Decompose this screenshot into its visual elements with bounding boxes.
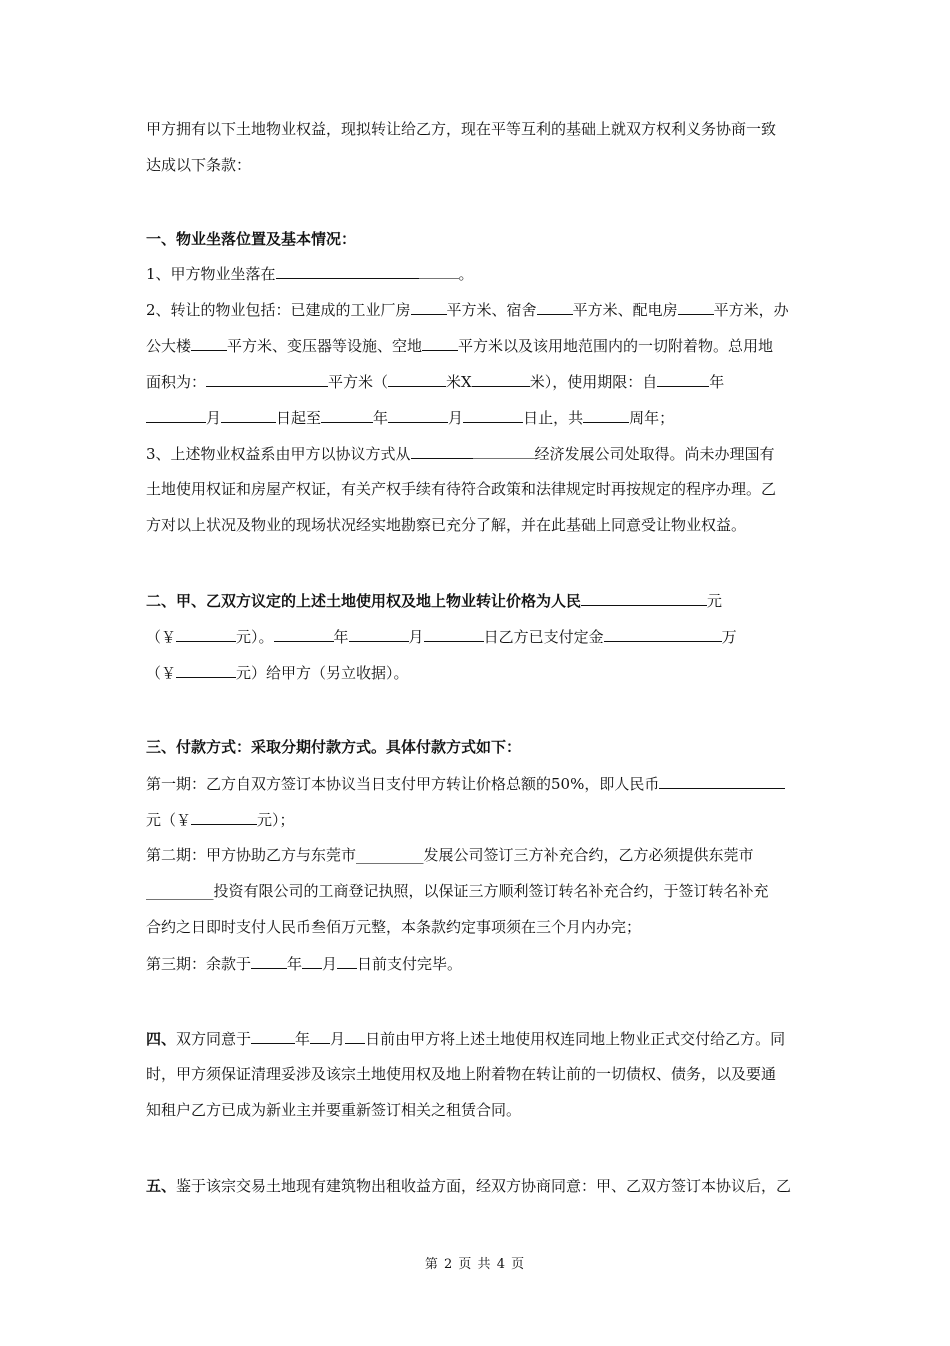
s1-item3-line1: 3、上述物业权益系由甲方以协议方式从 经济发展公司处取得。尚未办理国有: [146, 442, 775, 465]
section-3-heading: 三、付款方式：采取分期付款方式。具体付款方式如下：: [146, 738, 522, 756]
s1-item2-line2: 公大楼 平方米、变压器等设施、空地 平方米以及该用地范围内的一切附着物。总用地: [146, 334, 773, 357]
s1-item3-line2: 土地使用权证和房屋产权证，有关产权手续有待符合政策和法律规定时再按规定的程序办理。乙: [146, 480, 777, 498]
section-4-line2: 时，甲方须保证清理妥涉及该宗土地使用权及地上附着物在转让前的一切债权、债务，以及要通: [146, 1065, 777, 1083]
s1-item1: 1、甲方物业坐落在 。: [146, 262, 474, 285]
intro-line-1: 甲方拥有以下土地物业权益，现拟转让给乙方，现在平等互利的基础上就双方权利义务协商一致: [146, 120, 777, 138]
s3-period2-line1: 第二期：甲方协助乙方与东莞市_________发展公司签订三方补充合约，乙方必须提供东莞市: [146, 846, 754, 864]
section-1-heading: 一、物业坐落位置及基本情况：: [146, 230, 357, 248]
section-2-line2: （￥ 元）。 年 月 日乙方已支付定金 万: [146, 625, 737, 648]
s3-period1-line2: 元（￥ 元）；: [146, 808, 295, 831]
s3-period1-line1: 第一期：乙方自双方签订本协议当日支付甲方转让价格总额的50%，即人民币: [146, 772, 785, 795]
s1-item3-line3: 方对以上状况及物业的现场状况经实地勘察已充分了解，并在此基础上同意受让物业权益。: [146, 516, 747, 534]
s1-item2-line4: 月 日起至 年 月 日止，共 周年；: [146, 406, 674, 429]
section-2-line1: 二、甲、乙双方议定的上述土地使用权及地上物业转让价格为人民 元: [146, 589, 722, 612]
s1-item2-line1: 2、转让的物业包括：已建成的工业厂房 平方米、宿舍 平方米、配电房 平方米，办: [146, 298, 789, 321]
section-5-line1: 五、鉴于该宗交易土地现有建筑物出租收益方面，经双方协商同意：甲、乙双方签订本协议后，乙: [146, 1177, 792, 1195]
s3-period2-line3: 合约之日即时支付人民币叁佰万元整，本条款约定事项须在三个月内办完；: [146, 918, 642, 936]
section-2-line3: （￥ 元）给甲方（另立收据）。: [146, 661, 409, 684]
s3-period3: 第三期：余款于 年 月 日前支付完毕。: [146, 952, 462, 975]
intro-line-2: 达成以下条款：: [146, 156, 252, 174]
section-4-line3: 知租户乙方已成为新业主并要重新签订相关之租赁合同。: [146, 1101, 522, 1119]
page-footer: 第 2 页 共 4 页: [424, 1257, 526, 1272]
section-4-line1: 四、双方同意于 年 月 日前由甲方将上述土地使用权连同地上物业正式交付给乙方。同: [146, 1027, 785, 1050]
s1-item2-line3: 面积为： 平方米（ 米X 米），使用期限：自 年: [146, 370, 724, 393]
s3-period2-line2: _________投资有限公司的工商登记执照，以保证三方顺利签订转名补充合约，于签订转名补充: [146, 882, 769, 900]
